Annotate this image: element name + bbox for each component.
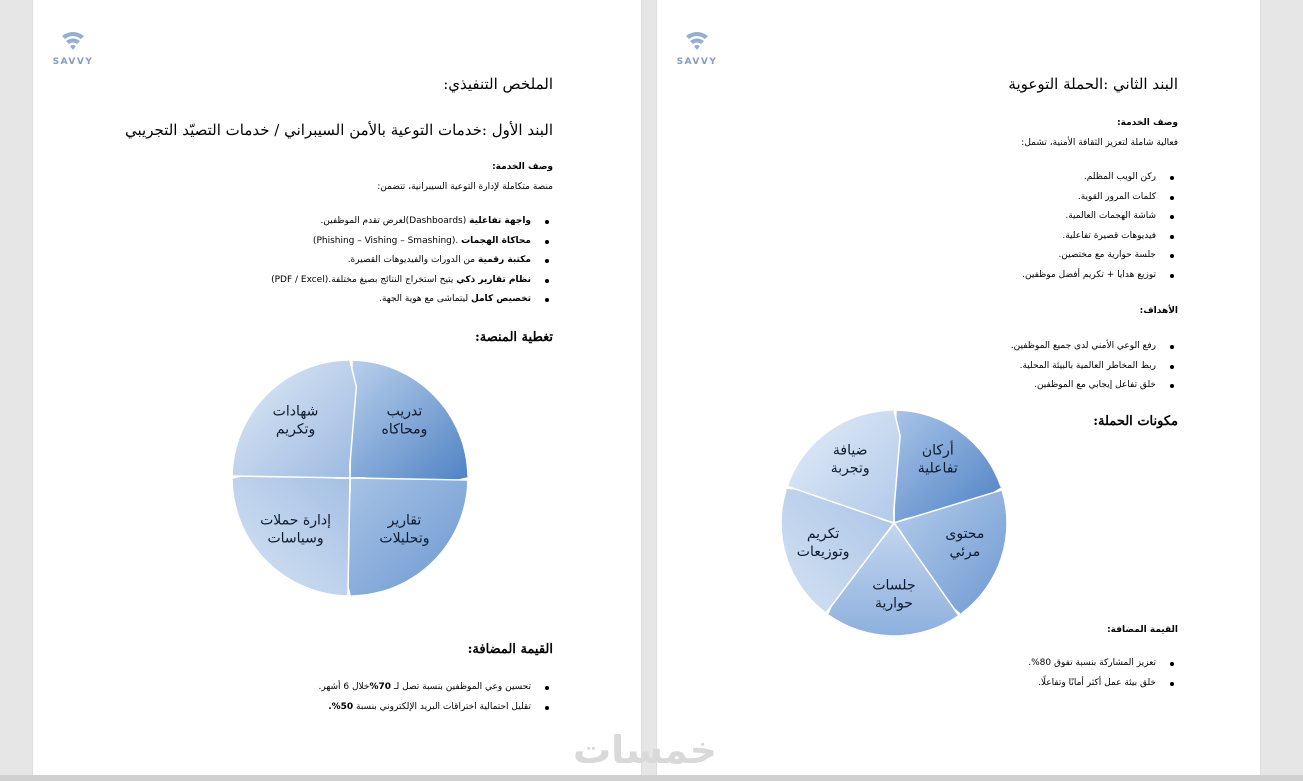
document-page-right bbox=[657, 0, 1260, 781]
list-item bbox=[271, 290, 531, 310]
cycle-segment-label: شهادات bbox=[272, 403, 319, 420]
list-item: تعزيز المشاركة بنسبة تفوق 80%. bbox=[1028, 654, 1156, 674]
brand-logo bbox=[51, 30, 95, 67]
wifi-shield-icon bbox=[684, 30, 710, 52]
brand-logo-text: SAVVY bbox=[676, 57, 718, 67]
cycle-segment-label: محتوى bbox=[945, 526, 985, 543]
cycle-segment-label: وتوزيعات bbox=[796, 544, 850, 561]
platform-coverage-cycle-diagram bbox=[223, 355, 478, 605]
list-item bbox=[271, 271, 531, 291]
cycle-segment-label: وتحليلات bbox=[379, 530, 430, 547]
value-list bbox=[1028, 654, 1178, 693]
list-item: خلق تفاعل إيجابي مع الموظفين. bbox=[1011, 376, 1156, 396]
horizontal-scrollbar[interactable] bbox=[0, 775, 1303, 781]
list-item: جلسة حوارية مع مختصين. bbox=[1022, 246, 1156, 266]
list-item: فيديوهات قصيرة تفاعلية. bbox=[1022, 227, 1156, 247]
brand-logo-text: SAVVY bbox=[52, 57, 94, 67]
list-item: رفع الوعي الأمني لدى جميع الموظفين. bbox=[1011, 337, 1156, 357]
cycle-segment-label: ضيافة bbox=[832, 442, 868, 459]
list-item-bold: واجهة تفاعلية bbox=[469, 216, 531, 226]
list-item-text: تحسين وعي الموظفين بنسبة تصل لـ bbox=[391, 682, 531, 692]
list-item bbox=[319, 678, 532, 698]
list-item-bold: 50%. bbox=[328, 701, 354, 712]
list-item-text: (Dashboards)لعرض تقدم الموظفين. bbox=[320, 216, 470, 226]
list-item-bold: 70% bbox=[369, 682, 392, 692]
list-item-text: من الدورات والفيديوهات القصيرة. bbox=[347, 255, 478, 265]
campaign-components-cycle-diagram bbox=[769, 405, 1019, 650]
list-item-bold: نظام تقارير ذكي bbox=[456, 274, 531, 285]
list-item-text: تقليل احتمالية اختراقات البريد الإلكتروني بنسبة bbox=[353, 701, 531, 712]
list-item-text: خلال 6 أشهر. bbox=[318, 682, 370, 692]
list-item-text: ليتماشى مع هوية الجهة. bbox=[379, 294, 471, 304]
cycle-segment-label: ومحاكاه bbox=[381, 421, 428, 438]
list-item: ركن الويب المظلم. bbox=[1022, 168, 1156, 188]
brand-logo bbox=[675, 30, 719, 67]
list-item: شاشة الهجمات العالمية. bbox=[1022, 207, 1156, 227]
cycle-segment-label: تقارير bbox=[387, 512, 422, 529]
campaign-feature-list bbox=[1022, 168, 1178, 285]
list-item-text: .(Phishing – Vishing – Smashing) bbox=[312, 235, 462, 246]
cycle-segment-label: وسياسات bbox=[267, 530, 324, 547]
components-heading: مكونات الحملة: bbox=[1093, 414, 1178, 429]
service-desc-label: وصف الخدمة: bbox=[1117, 118, 1178, 128]
service-feature-list bbox=[271, 212, 553, 310]
list-item bbox=[319, 698, 532, 718]
list-item-text: يتيح استخراج النتائج بصيغ مختلفة.(PDF / Excel) bbox=[271, 274, 457, 285]
list-item bbox=[271, 212, 531, 232]
document-page-left bbox=[33, 0, 641, 781]
value-heading: القيمة المضافة: bbox=[467, 642, 553, 657]
value-label: القيمة المضافة: bbox=[1107, 625, 1178, 635]
coverage-heading: تغطية المنصة: bbox=[474, 330, 553, 345]
service-desc-label: وصف الخدمة: bbox=[492, 162, 553, 172]
list-item: توزيع هدايا + تكريم أفضل موظفين. bbox=[1022, 266, 1156, 286]
wifi-shield-icon bbox=[60, 30, 86, 52]
exec-summary-heading: الملخص التنفيذي: bbox=[443, 75, 553, 93]
cycle-segment-label: وتكريم bbox=[275, 421, 316, 438]
goals-label: الأهداف: bbox=[1139, 306, 1178, 316]
list-item-bold: مكتبة رقمية bbox=[478, 255, 531, 265]
item2-title: البند الثاني :الحملة التوعوية bbox=[1008, 75, 1178, 93]
cycle-segment-label: تدريب bbox=[386, 403, 423, 420]
list-item bbox=[271, 251, 531, 271]
cycle-segment-label: وتجربة bbox=[830, 460, 870, 477]
cycle-segment-label: جلسات bbox=[872, 577, 916, 594]
list-item: خلق بيئة عمل أكثر أمانًا وتفاعلًا. bbox=[1028, 674, 1156, 694]
cycle-segment-label: أركان bbox=[921, 442, 954, 459]
service-desc-text: منصة متكاملة لإدارة التوعية السيبرانية، تتضمن: bbox=[377, 182, 553, 192]
cycle-segment-label: مرئي bbox=[949, 544, 981, 561]
list-item bbox=[271, 232, 531, 252]
list-item: ربط المخاطر العالمية بالبيئة المحلية. bbox=[1011, 357, 1156, 377]
goals-list bbox=[1011, 337, 1178, 396]
cycle-segment-label: تفاعلية bbox=[917, 460, 958, 477]
cycle-segment-label: تكريم bbox=[806, 526, 840, 543]
list-item-bold: محاكاة الهجمات bbox=[461, 235, 531, 246]
cycle-segment-label: حوارية bbox=[875, 595, 913, 612]
value-list bbox=[319, 678, 554, 717]
item1-title: البند الأول :خدمات التوعية بالأمن السيبراني / خدمات التصيّد التجريبي bbox=[125, 121, 553, 139]
watermark-text: خمسات bbox=[573, 728, 717, 772]
list-item: كلمات المرور القوية. bbox=[1022, 188, 1156, 208]
list-item-bold: تخصيص كامل bbox=[470, 294, 531, 304]
service-desc-text: فعالية شاملة لتعزيز الثقافة الأمنية، تشمل: bbox=[1021, 138, 1178, 148]
cycle-segment-label: إدارة حملات bbox=[260, 512, 331, 529]
